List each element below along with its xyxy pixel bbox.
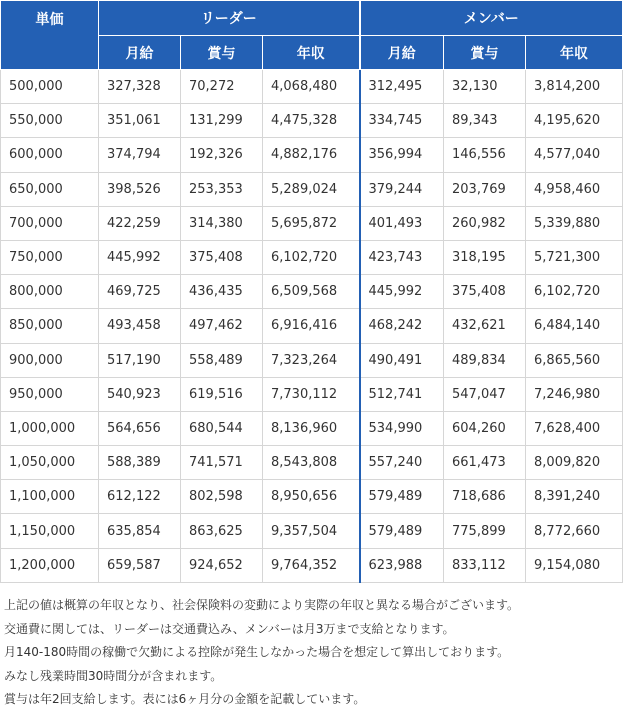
header-member: メンバー bbox=[360, 1, 623, 36]
cell-member-bonus: 489,834 bbox=[444, 343, 526, 377]
cell-member-annual: 6,865,560 bbox=[526, 343, 623, 377]
cell-leader-bonus: 253,353 bbox=[181, 172, 263, 206]
cell-leader-bonus: 375,408 bbox=[181, 240, 263, 274]
table-header bbox=[1, 1, 623, 70]
cell-leader-annual: 6,509,568 bbox=[263, 275, 360, 309]
cell-leader-bonus: 741,571 bbox=[181, 446, 263, 480]
cell-leader-annual: 5,289,024 bbox=[263, 172, 360, 206]
cell-member-monthly: 490,491 bbox=[360, 343, 444, 377]
cell-leader-bonus: 863,625 bbox=[181, 514, 263, 548]
cell-leader-bonus: 924,652 bbox=[181, 548, 263, 582]
table-row bbox=[1, 70, 623, 104]
table-row bbox=[1, 104, 623, 138]
cell-member-monthly: 468,242 bbox=[360, 309, 444, 343]
table-row bbox=[1, 138, 623, 172]
cell-leader-bonus: 497,462 bbox=[181, 309, 263, 343]
cell-leader-monthly: 659,587 bbox=[99, 548, 181, 582]
cell-member-bonus: 775,899 bbox=[444, 514, 526, 548]
cell-leader-monthly: 422,259 bbox=[99, 206, 181, 240]
cell-member-annual: 4,958,460 bbox=[526, 172, 623, 206]
header-member-annual: 年収 bbox=[526, 36, 623, 70]
cell-member-annual: 4,577,040 bbox=[526, 138, 623, 172]
note-line: 月140-180時間の稼働で欠勤による控除が発生しなかった場合を想定して算出しております。 bbox=[4, 645, 510, 659]
cell-leader-bonus: 314,380 bbox=[181, 206, 263, 240]
header-leader: リーダー bbox=[99, 1, 360, 36]
cell-unit-price: 950,000 bbox=[1, 377, 99, 411]
cell-member-monthly: 557,240 bbox=[360, 446, 444, 480]
cell-leader-monthly: 588,389 bbox=[99, 446, 181, 480]
cell-leader-annual: 6,916,416 bbox=[263, 309, 360, 343]
table-row bbox=[1, 343, 623, 377]
cell-leader-annual: 7,323,264 bbox=[263, 343, 360, 377]
cell-unit-price: 1,000,000 bbox=[1, 411, 99, 445]
cell-member-bonus: 604,260 bbox=[444, 411, 526, 445]
cell-member-monthly: 512,741 bbox=[360, 377, 444, 411]
cell-member-annual: 4,195,620 bbox=[526, 104, 623, 138]
cell-leader-monthly: 469,725 bbox=[99, 275, 181, 309]
notes bbox=[4, 594, 622, 712]
cell-member-bonus: 203,769 bbox=[444, 172, 526, 206]
cell-leader-monthly: 374,794 bbox=[99, 138, 181, 172]
table-row bbox=[1, 240, 623, 274]
cell-leader-annual: 5,695,872 bbox=[263, 206, 360, 240]
cell-member-monthly: 379,244 bbox=[360, 172, 444, 206]
cell-leader-monthly: 351,061 bbox=[99, 104, 181, 138]
table-row bbox=[1, 480, 623, 514]
cell-leader-annual: 4,882,176 bbox=[263, 138, 360, 172]
table-body bbox=[1, 70, 623, 583]
cell-member-bonus: 260,982 bbox=[444, 206, 526, 240]
cell-leader-monthly: 398,526 bbox=[99, 172, 181, 206]
cell-leader-annual: 8,543,808 bbox=[263, 446, 360, 480]
cell-member-monthly: 579,489 bbox=[360, 514, 444, 548]
table-row bbox=[1, 275, 623, 309]
cell-unit-price: 800,000 bbox=[1, 275, 99, 309]
cell-leader-annual: 9,357,504 bbox=[263, 514, 360, 548]
note-line: 交通費に関しては、リーダーは交通費込み、メンバーは月3万まで支給となります。 bbox=[4, 621, 455, 636]
cell-member-bonus: 833,112 bbox=[444, 548, 526, 582]
cell-member-annual: 5,339,880 bbox=[526, 206, 623, 240]
header-leader-bonus: 賞与 bbox=[181, 36, 263, 70]
table-row bbox=[1, 377, 623, 411]
cell-unit-price: 1,050,000 bbox=[1, 446, 99, 480]
cell-leader-bonus: 131,299 bbox=[181, 104, 263, 138]
table-row bbox=[1, 309, 623, 343]
table-row bbox=[1, 514, 623, 548]
cell-member-monthly: 623,988 bbox=[360, 548, 444, 582]
cell-member-annual: 7,628,400 bbox=[526, 411, 623, 445]
header-member-bonus: 賞与 bbox=[444, 36, 526, 70]
cell-leader-bonus: 680,544 bbox=[181, 411, 263, 445]
cell-member-bonus: 661,473 bbox=[444, 446, 526, 480]
cell-leader-monthly: 445,992 bbox=[99, 240, 181, 274]
note-line: 上記の値は概算の年収となり、社会保険料の変動により実際の年収と異なる場合がございます。 bbox=[4, 598, 520, 612]
cell-member-annual: 8,009,820 bbox=[526, 446, 623, 480]
cell-leader-bonus: 436,435 bbox=[181, 275, 263, 309]
cell-leader-bonus: 802,598 bbox=[181, 480, 263, 514]
note-line: 賞与は年2回支給します。表には6ヶ月分の金額を記載しています。 bbox=[4, 692, 366, 706]
cell-member-annual: 8,772,660 bbox=[526, 514, 623, 548]
cell-leader-annual: 8,950,656 bbox=[263, 480, 360, 514]
cell-leader-annual: 8,136,960 bbox=[263, 411, 360, 445]
header-unit-price: 単価 bbox=[1, 1, 99, 70]
cell-leader-annual: 6,102,720 bbox=[263, 240, 360, 274]
header-member-monthly: 月給 bbox=[360, 36, 444, 70]
table-row bbox=[1, 446, 623, 480]
cell-leader-annual: 9,764,352 bbox=[263, 548, 360, 582]
cell-unit-price: 1,200,000 bbox=[1, 548, 99, 582]
cell-member-annual: 3,814,200 bbox=[526, 70, 623, 104]
cell-leader-bonus: 70,272 bbox=[181, 70, 263, 104]
cell-leader-monthly: 327,328 bbox=[99, 70, 181, 104]
cell-member-monthly: 534,990 bbox=[360, 411, 444, 445]
cell-member-annual: 7,246,980 bbox=[526, 377, 623, 411]
cell-leader-annual: 4,475,328 bbox=[263, 104, 360, 138]
table-row bbox=[1, 411, 623, 445]
cell-member-bonus: 318,195 bbox=[444, 240, 526, 274]
cell-leader-monthly: 517,190 bbox=[99, 343, 181, 377]
cell-member-monthly: 401,493 bbox=[360, 206, 444, 240]
cell-leader-annual: 4,068,480 bbox=[263, 70, 360, 104]
cell-member-annual: 9,154,080 bbox=[526, 548, 623, 582]
cell-leader-monthly: 493,458 bbox=[99, 309, 181, 343]
cell-member-bonus: 718,686 bbox=[444, 480, 526, 514]
cell-leader-monthly: 612,122 bbox=[99, 480, 181, 514]
cell-leader-bonus: 558,489 bbox=[181, 343, 263, 377]
cell-member-bonus: 32,130 bbox=[444, 70, 526, 104]
table-row bbox=[1, 548, 623, 582]
cell-unit-price: 700,000 bbox=[1, 206, 99, 240]
cell-leader-annual: 7,730,112 bbox=[263, 377, 360, 411]
cell-member-bonus: 375,408 bbox=[444, 275, 526, 309]
cell-member-annual: 5,721,300 bbox=[526, 240, 623, 274]
cell-member-monthly: 356,994 bbox=[360, 138, 444, 172]
cell-member-annual: 6,102,720 bbox=[526, 275, 623, 309]
cell-leader-monthly: 540,923 bbox=[99, 377, 181, 411]
cell-unit-price: 650,000 bbox=[1, 172, 99, 206]
cell-leader-monthly: 635,854 bbox=[99, 514, 181, 548]
cell-unit-price: 600,000 bbox=[1, 138, 99, 172]
cell-member-bonus: 146,556 bbox=[444, 138, 526, 172]
cell-member-monthly: 423,743 bbox=[360, 240, 444, 274]
cell-unit-price: 1,150,000 bbox=[1, 514, 99, 548]
cell-member-bonus: 432,621 bbox=[444, 309, 526, 343]
cell-member-bonus: 89,343 bbox=[444, 104, 526, 138]
cell-leader-monthly: 564,656 bbox=[99, 411, 181, 445]
cell-unit-price: 900,000 bbox=[1, 343, 99, 377]
header-leader-annual: 年収 bbox=[263, 36, 360, 70]
cell-leader-bonus: 619,516 bbox=[181, 377, 263, 411]
cell-member-monthly: 334,745 bbox=[360, 104, 444, 138]
cell-member-monthly: 579,489 bbox=[360, 480, 444, 514]
cell-unit-price: 850,000 bbox=[1, 309, 99, 343]
table-row bbox=[1, 206, 623, 240]
table-row bbox=[1, 172, 623, 206]
cell-member-annual: 8,391,240 bbox=[526, 480, 623, 514]
cell-member-bonus: 547,047 bbox=[444, 377, 526, 411]
cell-member-monthly: 312,495 bbox=[360, 70, 444, 104]
note-line: みなし残業時間30時間分が含まれます。 bbox=[4, 668, 223, 683]
cell-unit-price: 500,000 bbox=[1, 70, 99, 104]
cell-unit-price: 1,100,000 bbox=[1, 480, 99, 514]
cell-member-monthly: 445,992 bbox=[360, 275, 444, 309]
header-leader-monthly: 月給 bbox=[99, 36, 181, 70]
cell-member-annual: 6,484,140 bbox=[526, 309, 623, 343]
cell-leader-bonus: 192,326 bbox=[181, 138, 263, 172]
cell-unit-price: 750,000 bbox=[1, 240, 99, 274]
cell-unit-price: 550,000 bbox=[1, 104, 99, 138]
